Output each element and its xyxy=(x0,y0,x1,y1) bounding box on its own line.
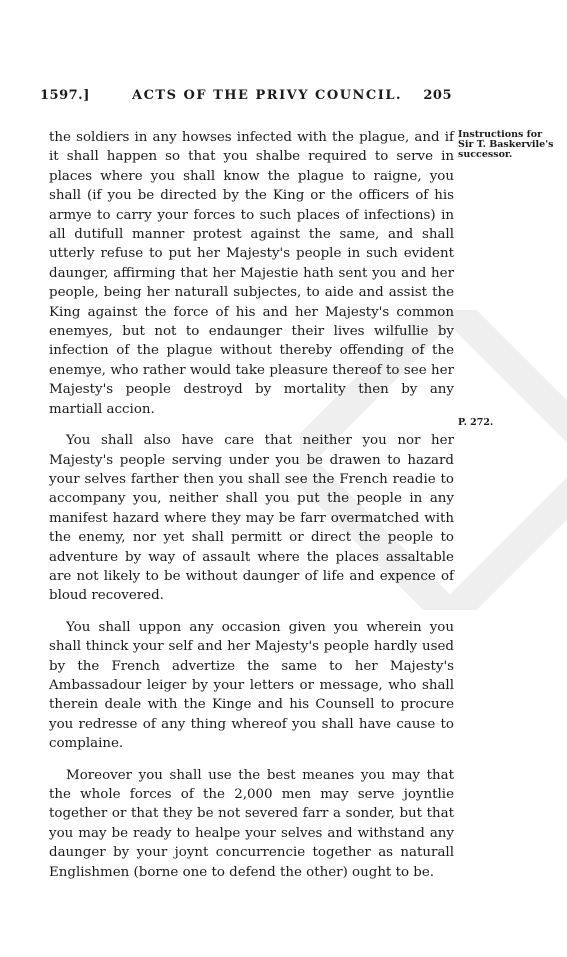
header-title: ACTS OF THE PRIVY COUNCIL. xyxy=(132,88,403,103)
paragraph-3: You shall uppon any occasion given you wherein you shall thinck your self and her Majesty's people hardly used by the French advertize the same to her Majesty's Ambassadour leiger by your letters or message, who shall therein deale with the Kinge and his Counsell to procure you redresse of any thing whereof you shall have cause to complaine. xyxy=(49,619,454,752)
margin-note-page-ref: P. 272. xyxy=(458,417,494,428)
paragraph-1: the soldiers in any howses infected with the plague, and if it shall happen so that you shalbe required to serve in places where you shall know the plague to raigne, you shall (if you be directed by the King or the officers of his armye to carry your forces to such places of infections) in all dutifull manner protest against the same, and shall utterly refuse to put her Majesty's people in such evident daunger, affirming that her Majestie hath sent you and her people, being her naturall subjectes, to aide and assist the King against the force of his and her Majesty's common enemyes, but not to endaunger their lives wilfullie by infection of the plague without thereby offending of the enemye, who rather would take pleasure thereof to see her Majesty's people destroyd by mortality then by any martiall accion. xyxy=(49,130,454,417)
paragraph-4: Moreover you shall use the best meanes you may that the whole forces of the 2,000 men may serve joyntlie together or that they be not severed farr a sonder, but that you may be ready to healpe your selves and withstand any daunger by your joynt concurrencie together as naturall Englishmen (borne one to defend the other) ought to be. xyxy=(49,767,454,880)
page-number: 205 xyxy=(423,88,452,103)
margin-note-instructions: Instructions for Sir T. Baskervile's successor. xyxy=(458,129,554,160)
header-year: 1597.] xyxy=(40,88,90,103)
paragraph-2: You shall also have care that neither you nor her Majesty's people serving under you be drawen to hazard your selves farther then you shall see the French readie to accompany you, neither shall you put the people in any manifest hazard where they may be farr overmatched with the enemy, nor yet shall permitt or direct the people to adventure by way of assault where the places assaltable are not likely to be without daunger of life and expence of bloud recovered. xyxy=(49,433,454,604)
body-text xyxy=(49,128,454,894)
